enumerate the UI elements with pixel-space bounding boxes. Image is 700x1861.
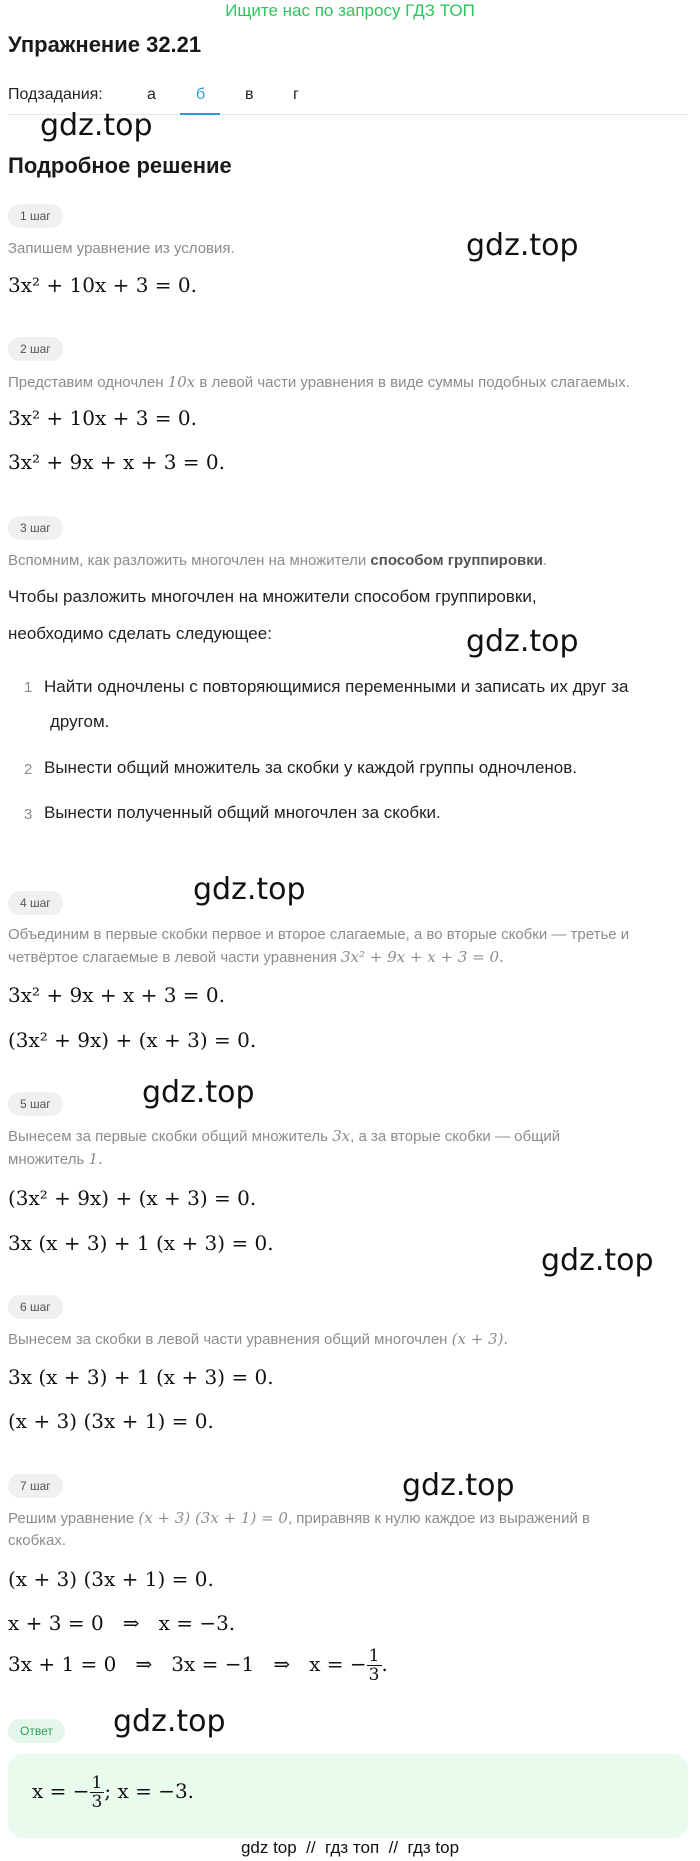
- math-term: 10x: [167, 373, 196, 391]
- text: , приравняв к нулю каждое из выражений в: [287, 1510, 590, 1527]
- bold-term: способом группировки: [370, 552, 543, 569]
- equation: 3x² + 9x + x + 3 = 0.: [8, 450, 226, 474]
- numerator: 1: [368, 1646, 380, 1666]
- step-7-text-line1: [8, 1507, 688, 1530]
- equation-fraction: [8, 1647, 388, 1684]
- denominator: 3: [91, 1792, 103, 1812]
- subtask-tab-b[interactable]: б: [196, 86, 206, 103]
- math-term: 1.: [88, 1150, 103, 1168]
- math-term: 3x: [332, 1127, 351, 1145]
- equation: 3x² + 9x + x + 3 = 0.: [8, 983, 226, 1007]
- search-banner[interactable]: Ищите нас по запросу ГДЗ ТОП: [225, 1, 475, 20]
- equation: 3x² + 10x + 3 = 0.: [8, 273, 197, 297]
- step-3-badge: 3 шаг: [8, 516, 63, 540]
- watermark: gdz.top: [466, 624, 579, 659]
- watermark: gdz.top: [193, 872, 306, 907]
- step-4-text-line2: [8, 946, 688, 969]
- step-1-text: Запишем уравнение из условия.: [8, 240, 235, 257]
- list-number: 2: [24, 761, 33, 778]
- subtask-tab-g[interactable]: г: [293, 86, 299, 103]
- step-3-text: [8, 550, 688, 572]
- watermark: gdz.top: [541, 1243, 654, 1278]
- watermark: gdz.top: [40, 108, 153, 143]
- list-item-cont: другом.: [50, 712, 110, 731]
- text: .: [542, 552, 548, 569]
- step-5-text-line1: [8, 1125, 688, 1148]
- equation: x + 3 = 0 ⇒ x = −3.: [8, 1611, 236, 1635]
- watermark: gdz.top: [466, 228, 579, 263]
- watermark: gdz.top: [113, 1704, 226, 1739]
- equation: 3x (x + 3) + 1 (x + 3) = 0.: [8, 1365, 274, 1389]
- text: , а за вторые скобки — общий: [350, 1128, 561, 1145]
- text: 3x + 1 = 0 ⇒ 3x = −1 ⇒ x = −: [8, 1652, 367, 1676]
- step-4-text-line1: Объединим в первые скобки первое и второе слагаемые, а во вторые скобки — третье и: [8, 926, 630, 943]
- paragraph: необходимо сделать следующее:: [8, 624, 272, 643]
- list-item: Найти одночлены с повторяющимися переменными и записать их друг за: [44, 677, 629, 696]
- text: множитель: [8, 1151, 89, 1168]
- step-7-badge: 7 шаг: [8, 1474, 63, 1498]
- subtask-tab-a[interactable]: а: [147, 86, 156, 103]
- text: Вынесем за скобки в левой части уравнения общий многочлен: [8, 1331, 452, 1348]
- paragraph: Чтобы разложить многочлен на множители способом группировки,: [8, 587, 537, 606]
- numerator: 1: [91, 1773, 103, 1793]
- step-6-badge: 6 шаг: [8, 1295, 63, 1319]
- list-number: 3: [24, 806, 33, 823]
- math-term: (x + 3).: [451, 1330, 509, 1348]
- list-item: Вынести полученный общий многочлен за скобки.: [44, 803, 441, 822]
- footer-links[interactable]: gdz top // гдз топ // гдз top: [240, 1838, 460, 1857]
- equation: (x + 3) (3x + 1) = 0.: [8, 1567, 214, 1591]
- text: в левой части уравнения в виде суммы подобных слагаемых.: [195, 374, 630, 391]
- text: x = −: [32, 1779, 90, 1803]
- answer-badge: Ответ: [8, 1719, 65, 1743]
- answer-equation: [32, 1774, 194, 1811]
- subtasks-label: Подзадания:: [8, 86, 103, 103]
- step-4-badge: 4 шаг: [8, 891, 63, 915]
- math-term: (x + 3) (3x + 1) = 0: [138, 1509, 288, 1527]
- subtask-tab-v[interactable]: в: [245, 86, 254, 103]
- equation: (x + 3) (3x + 1) = 0.: [8, 1409, 214, 1433]
- fraction: [90, 1774, 105, 1811]
- equation: (3x² + 9x) + (x + 3) = 0.: [8, 1028, 257, 1052]
- fraction: [367, 1647, 382, 1684]
- step-7-text-line2: скобках.: [8, 1532, 67, 1549]
- math-term: 3x² + 9x + x + 3 = 0.: [341, 948, 504, 966]
- text: .: [381, 1652, 388, 1676]
- text: Вынесем за первые скобки общий множитель: [8, 1128, 333, 1145]
- equation: 3x² + 10x + 3 = 0.: [8, 406, 197, 430]
- step-5-text-line2: [8, 1148, 688, 1171]
- watermark: gdz.top: [402, 1468, 515, 1503]
- list-item: Вынести общий множитель за скобки у каждой группы одночленов.: [44, 758, 578, 777]
- exercise-title: Упражнение 32.21: [8, 32, 202, 57]
- watermark: gdz.top: [142, 1075, 255, 1110]
- active-tab-indicator: [180, 113, 220, 115]
- denominator: 3: [368, 1665, 380, 1685]
- text: Вспомним, как разложить многочлен на множители: [8, 552, 371, 569]
- step-1-badge: 1 шаг: [8, 204, 63, 228]
- text: ; x = −3.: [104, 1779, 195, 1803]
- equation: (3x² + 9x) + (x + 3) = 0.: [8, 1186, 257, 1210]
- equation: 3x (x + 3) + 1 (x + 3) = 0.: [8, 1231, 274, 1255]
- solution-heading: Подробное решение: [8, 153, 232, 178]
- step-2-badge: 2 шаг: [8, 337, 63, 361]
- step-5-badge: 5 шаг: [8, 1092, 63, 1116]
- step-6-text: [8, 1328, 688, 1351]
- answer-box: [8, 1754, 688, 1838]
- step-2-text: [8, 371, 688, 394]
- list-number: 1: [24, 679, 33, 696]
- text: Решим уравнение: [8, 1510, 139, 1527]
- text: четвёртое слагаемые в левой части уравнения: [8, 949, 341, 966]
- text: Представим одночлен: [8, 374, 168, 391]
